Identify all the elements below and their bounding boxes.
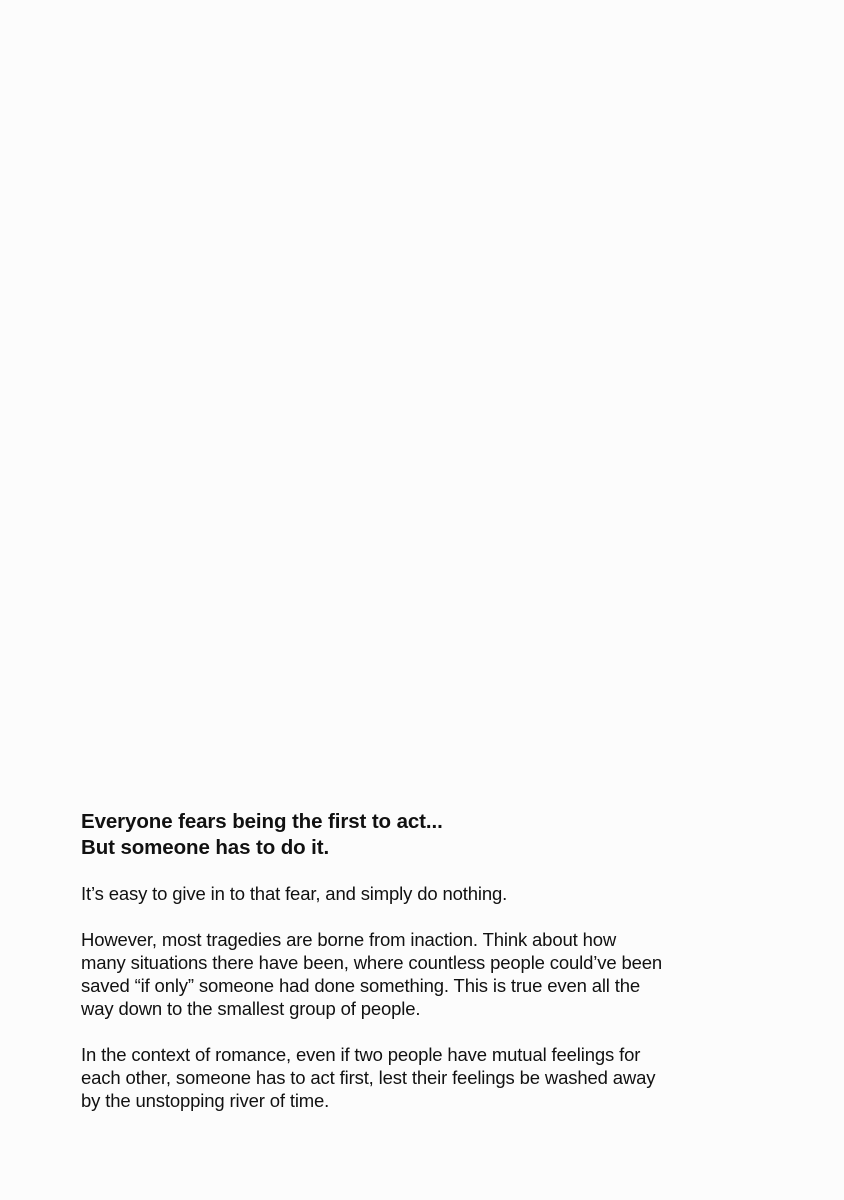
page-heading bbox=[81, 809, 741, 861]
paragraph-romance bbox=[81, 1043, 741, 1112]
paragraph-inaction bbox=[81, 928, 741, 1020]
paragraph-line: In the context of romance, even if two people have mutual feelings for bbox=[81, 1044, 641, 1065]
heading-line: But someone has to do it. bbox=[81, 836, 330, 859]
document-text-block bbox=[81, 809, 741, 1112]
paragraph-line: many situations there have been, where countless people could’ve been bbox=[81, 952, 663, 973]
paragraph-line: It’s easy to give in to that fear, and simply do nothing. bbox=[81, 883, 508, 904]
paragraph-line: way down to the smallest group of people. bbox=[81, 998, 421, 1019]
heading-line: Everyone fears being the first to act... bbox=[81, 810, 443, 833]
paragraph-line: However, most tragedies are borne from inaction. Think about how bbox=[81, 929, 617, 950]
paragraph-line: saved “if only” someone had done something. This is true even all the bbox=[81, 975, 641, 996]
paragraph-fear bbox=[81, 882, 741, 905]
paragraph-line: by the unstopping river of time. bbox=[81, 1090, 330, 1111]
paragraph-line: each other, someone has to act first, lest their feelings be washed away bbox=[81, 1067, 656, 1088]
